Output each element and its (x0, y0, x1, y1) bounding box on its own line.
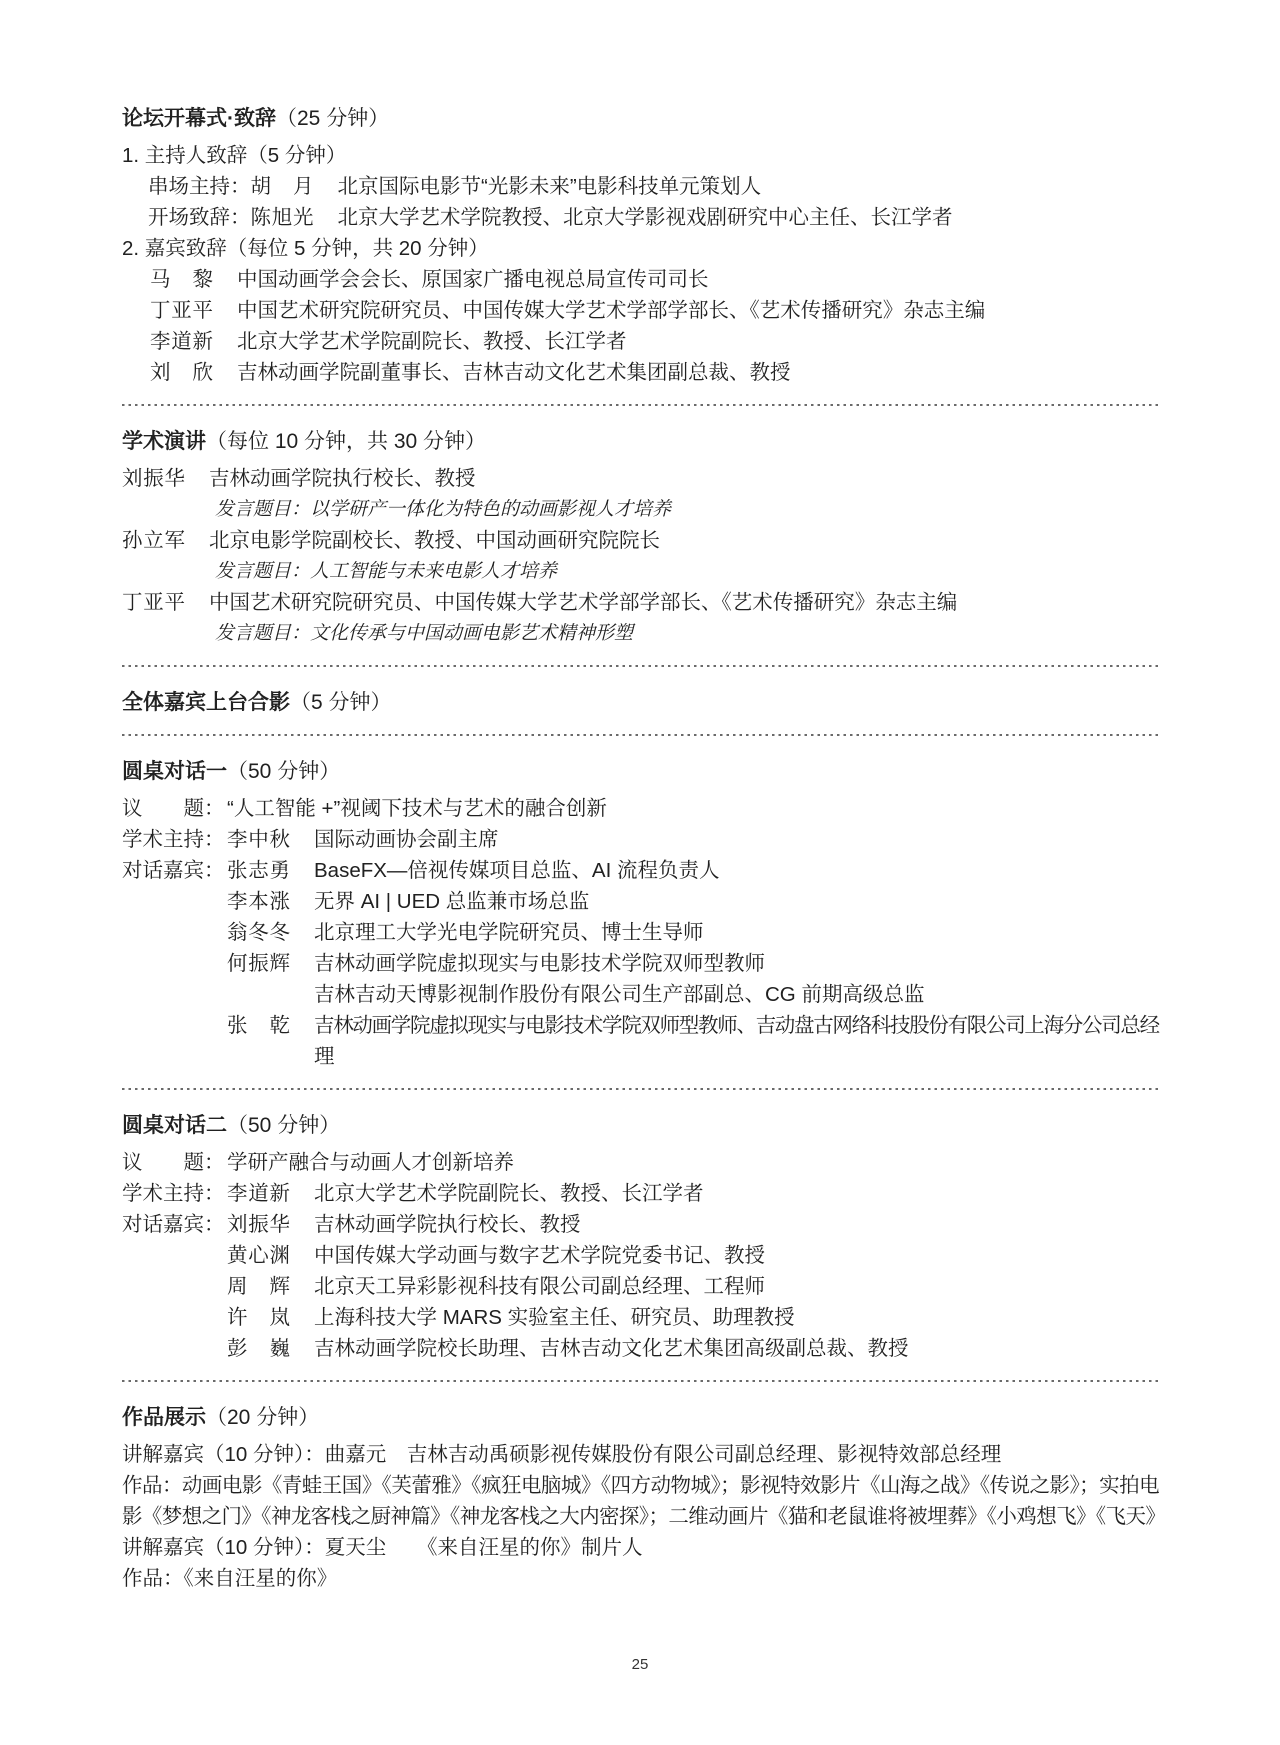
row-text: 讲解嘉宾（10 分钟）：曲嘉元 吉林吉动禹硕影视传媒股份有限公司副总经理、影视特效部总经理 (122, 1443, 1002, 1466)
row-label: 串场主持： (148, 175, 251, 198)
row-speaker (122, 525, 1159, 556)
row-labeled (122, 171, 1159, 202)
person-name: 孙立军 (122, 529, 185, 552)
row-plain (122, 1532, 1159, 1563)
section-duration: （50 分钟） (227, 760, 341, 783)
person-name: 许岚 (227, 1306, 290, 1329)
person-title: 吉林动画学院虚拟现实与电影技术学院双师型教师、吉动盘古网络科技股份有限公司上海分公司总经理 (314, 1014, 1159, 1068)
row-rt (122, 1271, 1159, 1302)
person-name: 周辉 (227, 1275, 290, 1298)
agenda-section-opening (122, 103, 1159, 388)
row-topic (122, 618, 1159, 649)
person-title: 北京国际电影节“光影未来”电影科技单元策划人 (337, 175, 762, 198)
row-plain (122, 1470, 1166, 1532)
person-title: 北京大学艺术学院副院长、教授、长江学者 (314, 1182, 704, 1205)
person-name: 丁亚平 (122, 591, 185, 614)
row-rt (122, 1010, 1159, 1072)
section-title: 全体嘉宾上台合影 (122, 691, 290, 714)
section-divider (122, 665, 1159, 667)
person-title: 中国动画学会会长、原国家广播电视总局宣传司司长 (237, 268, 709, 291)
row-rt (122, 948, 1159, 979)
person-name: 张志勇 (227, 859, 290, 882)
section-duration: （5 分钟） (290, 691, 392, 714)
person-name: 何振辉 (227, 952, 290, 975)
section-title: 作品展示 (122, 1406, 206, 1429)
section-divider (122, 404, 1159, 406)
row-plain (122, 1563, 1159, 1594)
row-topic (122, 494, 1159, 525)
row-rt (122, 1147, 1159, 1178)
row-labeled (122, 202, 1159, 233)
section-heading (122, 1110, 1159, 1141)
row-plain (122, 1439, 1159, 1470)
row-text: 作品：动画电影《青蛙王国》《芙蕾雅》《疯狂电脑城》《四方动物城》；影视特效影片《山海之战》《传说之影》；实拍电影《梦想之门》《神龙客栈之厨神篇》《神龙客栈之大内密探》；二维动画片《猫和老鼠谁将被埋葬》《小鸡想飞》《飞天》 (122, 1474, 1166, 1528)
row-rt-cont (122, 979, 1159, 1010)
row-label: 议 题： (122, 797, 225, 820)
section-divider (122, 734, 1159, 736)
agenda-section-works (122, 1402, 1166, 1594)
person-title: 北京天工异彩影视科技有限公司副总经理、工程师 (314, 1275, 765, 1298)
person-title: 北京理工大学光电学院研究员、博士生导师 (314, 921, 704, 944)
agenda-section-group-photo (122, 687, 1159, 718)
person-title: 吉林动画学院执行校长、教授 (209, 467, 476, 490)
page-number: 25 (631, 1656, 649, 1673)
person-title: 吉林吉动天博影视制作股份有限公司生产部副总、CG 前期高级总监 (314, 983, 925, 1006)
row-guest (122, 264, 1159, 295)
row-rt (122, 917, 1159, 948)
row-guest (122, 295, 1159, 326)
person-title: 学研产融合与动画人才创新培养 (227, 1151, 514, 1174)
row-label: 议 题： (122, 1151, 225, 1174)
person-title: 国际动画协会副主席 (314, 828, 499, 851)
row-rt (122, 824, 1159, 855)
person-name: 刘振华 (122, 467, 185, 490)
row-guest (122, 326, 1159, 357)
person-name: 李本涨 (227, 890, 290, 913)
person-title: 吉林动画学院执行校长、教授 (314, 1213, 581, 1236)
row-rt (122, 1240, 1159, 1271)
person-name: 刘振华 (227, 1213, 290, 1236)
row-rt (122, 1333, 1159, 1364)
row-text: 讲解嘉宾（10 分钟）：夏天尘 《来自汪星的你》制片人 (122, 1536, 643, 1559)
speech-topic-text: 发言题目：以学研产一体化为特色的动画影视人才培养 (215, 499, 672, 520)
person-name: 张乾 (227, 1014, 290, 1037)
section-heading (122, 103, 1159, 134)
person-title: 中国艺术研究院研究员、中国传媒大学艺术学部学部长、《艺术传播研究》杂志主编 (209, 591, 958, 614)
row-rt (122, 1178, 1159, 1209)
person-title: 北京电影学院副校长、教授、中国动画研究院院长 (209, 529, 660, 552)
row-speaker (122, 463, 1159, 494)
row-label: 对话嘉宾： (122, 1213, 225, 1236)
section-divider (122, 1088, 1159, 1090)
section-heading (122, 426, 1159, 457)
row-text: 作品：《来自汪星的你》 (122, 1567, 338, 1590)
section-duration: （每位 10 分钟，共 30 分钟） (206, 430, 487, 453)
row-rt (122, 1302, 1159, 1333)
section-duration: （50 分钟） (227, 1114, 341, 1137)
row-label: 学术主持： (122, 1182, 225, 1205)
agenda-content (122, 103, 1166, 1594)
person-title: BaseFX—倍视传媒项目总监、AI 流程负责人 (314, 859, 720, 882)
person-name: 李中秋 (227, 828, 290, 851)
row-speaker (122, 587, 1159, 618)
person-title: 北京大学艺术学院教授、北京大学影视戏剧研究中心主任、长江学者 (337, 206, 953, 229)
person-title: 上海科技大学 MARS 实验室主任、研究员、助理教授 (314, 1306, 795, 1329)
row-guest (122, 357, 1159, 388)
row-plain (122, 233, 1159, 264)
section-divider (122, 1380, 1159, 1382)
person-title: 吉林动画学院虚拟现实与电影技术学院双师型教师 (314, 952, 765, 975)
row-rt (122, 793, 1159, 824)
row-rt (122, 1209, 1159, 1240)
section-title: 圆桌对话一 (122, 760, 227, 783)
person-name: 李道新 (150, 330, 213, 353)
section-title: 学术演讲 (122, 430, 206, 453)
person-name: 丁亚平 (150, 299, 213, 322)
person-name: 陈旭光 (250, 206, 314, 229)
person-name: 刘欣 (150, 361, 213, 384)
row-text: 1. 主持人致辞（5 分钟） (122, 144, 347, 167)
person-title: “人工智能 +”视阈下技术与艺术的融合创新 (227, 797, 607, 820)
person-name: 黄心渊 (227, 1244, 290, 1267)
section-heading (122, 687, 1159, 718)
row-label: 对话嘉宾： (122, 859, 225, 882)
row-label: 学术主持： (122, 828, 225, 851)
row-topic (122, 556, 1159, 587)
speech-topic-text: 发言题目：文化传承与中国动画电影艺术精神形塑 (215, 623, 634, 644)
person-title: 无界 AI | UED 总监兼市场总监 (314, 890, 590, 913)
agenda-section-roundtable-1 (122, 756, 1159, 1072)
section-duration: （25 分钟） (276, 107, 390, 130)
person-name: 彭巍 (227, 1337, 290, 1360)
section-duration: （20 分钟） (206, 1406, 320, 1429)
row-plain (122, 140, 1159, 171)
row-rt (122, 855, 1159, 886)
person-title: 中国传媒大学动画与数字艺术学院党委书记、教授 (314, 1244, 765, 1267)
row-label: 开场致辞： (148, 206, 251, 229)
row-text: 2. 嘉宾致辞（每位 5 分钟，共 20 分钟） (122, 237, 489, 260)
section-title: 论坛开幕式·致辞 (122, 107, 276, 130)
agenda-section-roundtable-2 (122, 1110, 1159, 1364)
person-name: 李道新 (227, 1182, 290, 1205)
speech-topic-text: 发言题目：人工智能与未来电影人才培养 (215, 561, 558, 582)
person-title: 吉林动画学院校长助理、吉林吉动文化艺术集团高级副总裁、教授 (314, 1337, 909, 1360)
person-title: 吉林动画学院副董事长、吉林吉动文化艺术集团副总裁、教授 (237, 361, 791, 384)
section-heading (122, 756, 1159, 787)
person-title: 中国艺术研究院研究员、中国传媒大学艺术学部学部长、《艺术传播研究》杂志主编 (237, 299, 986, 322)
person-name: 马黎 (150, 268, 213, 291)
row-rt (122, 886, 1159, 917)
person-title: 北京大学艺术学院副院长、教授、长江学者 (237, 330, 627, 353)
agenda-section-speeches (122, 426, 1159, 649)
person-name: 翁冬冬 (227, 921, 290, 944)
section-title: 圆桌对话二 (122, 1114, 227, 1137)
person-name: 胡月 (250, 175, 314, 198)
section-heading (122, 1402, 1159, 1433)
